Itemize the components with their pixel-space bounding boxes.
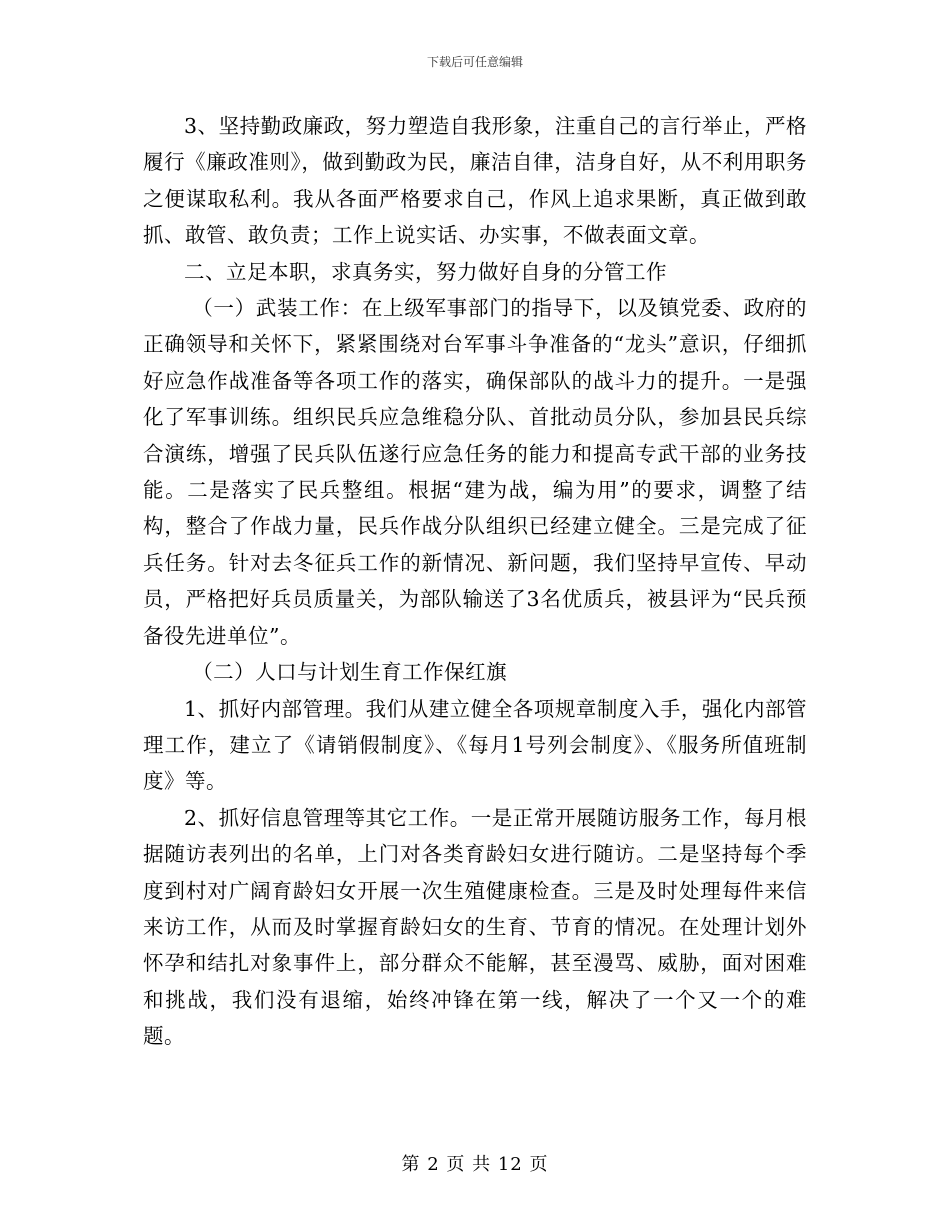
- section-heading-duties: 二、立足本职，求真务实，努力做好自身的分管工作: [184, 259, 667, 284]
- document-body: [143, 108, 807, 1055]
- paragraph-internal-management: 1、抓好内部管理。我们从建立健全各项规章制度入手，强化内部管理工作，建立了《请销假制度》、《每月1号列会制度》、《服务所值班制度》等。: [143, 696, 807, 794]
- paragraph-armed-forces: （一）武装工作：在上级军事部门的指导下，以及镇党委、政府的正确领导和关怀下，紧紧围绕对台军事斗争准备的“龙头”意识，仔细抓好应急作战准备等各项工作的落实，确保部队的战斗力的提升。一是强化了军事训练。组织民兵应急维稳分队、首批动员分队，参加县民兵综合演练，增强了民兵队伍遂行应急任务的能力和提高专武干部的业务技能。二是落实了民兵整组。根据“建为战，编为用”的要求，调整了结构，整合了作战力量，民兵作战分队组织已经建立健全。三是完成了征兵任务。针对去冬征兵工作的新情况、新问题，我们坚持早宣传、早动员，严格把好兵员质量关，为部队输送了3名优质兵，被县评为“民兵预备役先进单位”。: [143, 296, 807, 648]
- page-header: 下载后可任意编辑: [426, 55, 523, 69]
- subheading-family-planning: （二）人口与计划生育工作保红旗: [192, 660, 508, 685]
- paragraph-information-management: 2、抓好信息管理等其它工作。一是正常开展随访服务工作，每月根据随访表列出的名单，上门对各类育龄妇女进行随访。二是坚持每个季度到村对广阔育龄妇女开展一次生殖健康检查。三是及时处理每件来信来访工作，从而及时掌握育龄妇女的生育、节育的情况。在处理计划外怀孕和结扎对象事件上，部分群众不能解，甚至漫骂、威胁，面对困难和挑战，我们没有退缩，始终冲锋在第一线，解决了一个又一个的难题。: [143, 805, 807, 1049]
- page-number: 第 2 页 共 12 页: [401, 1154, 549, 1175]
- paragraph-integrity: 3、坚持勤政廉政，努力塑造自我形象，注重自己的言行举止，严格履行《廉政准则》，做到勤政为民，廉洁自律，洁身自好，从不利用职务之便谋取私利。我从各面严格要求自己，作风上追求果断，真正做到敢抓、敢管、敢负责；工作上说实话、办实事，不做表面文章。: [143, 114, 807, 248]
